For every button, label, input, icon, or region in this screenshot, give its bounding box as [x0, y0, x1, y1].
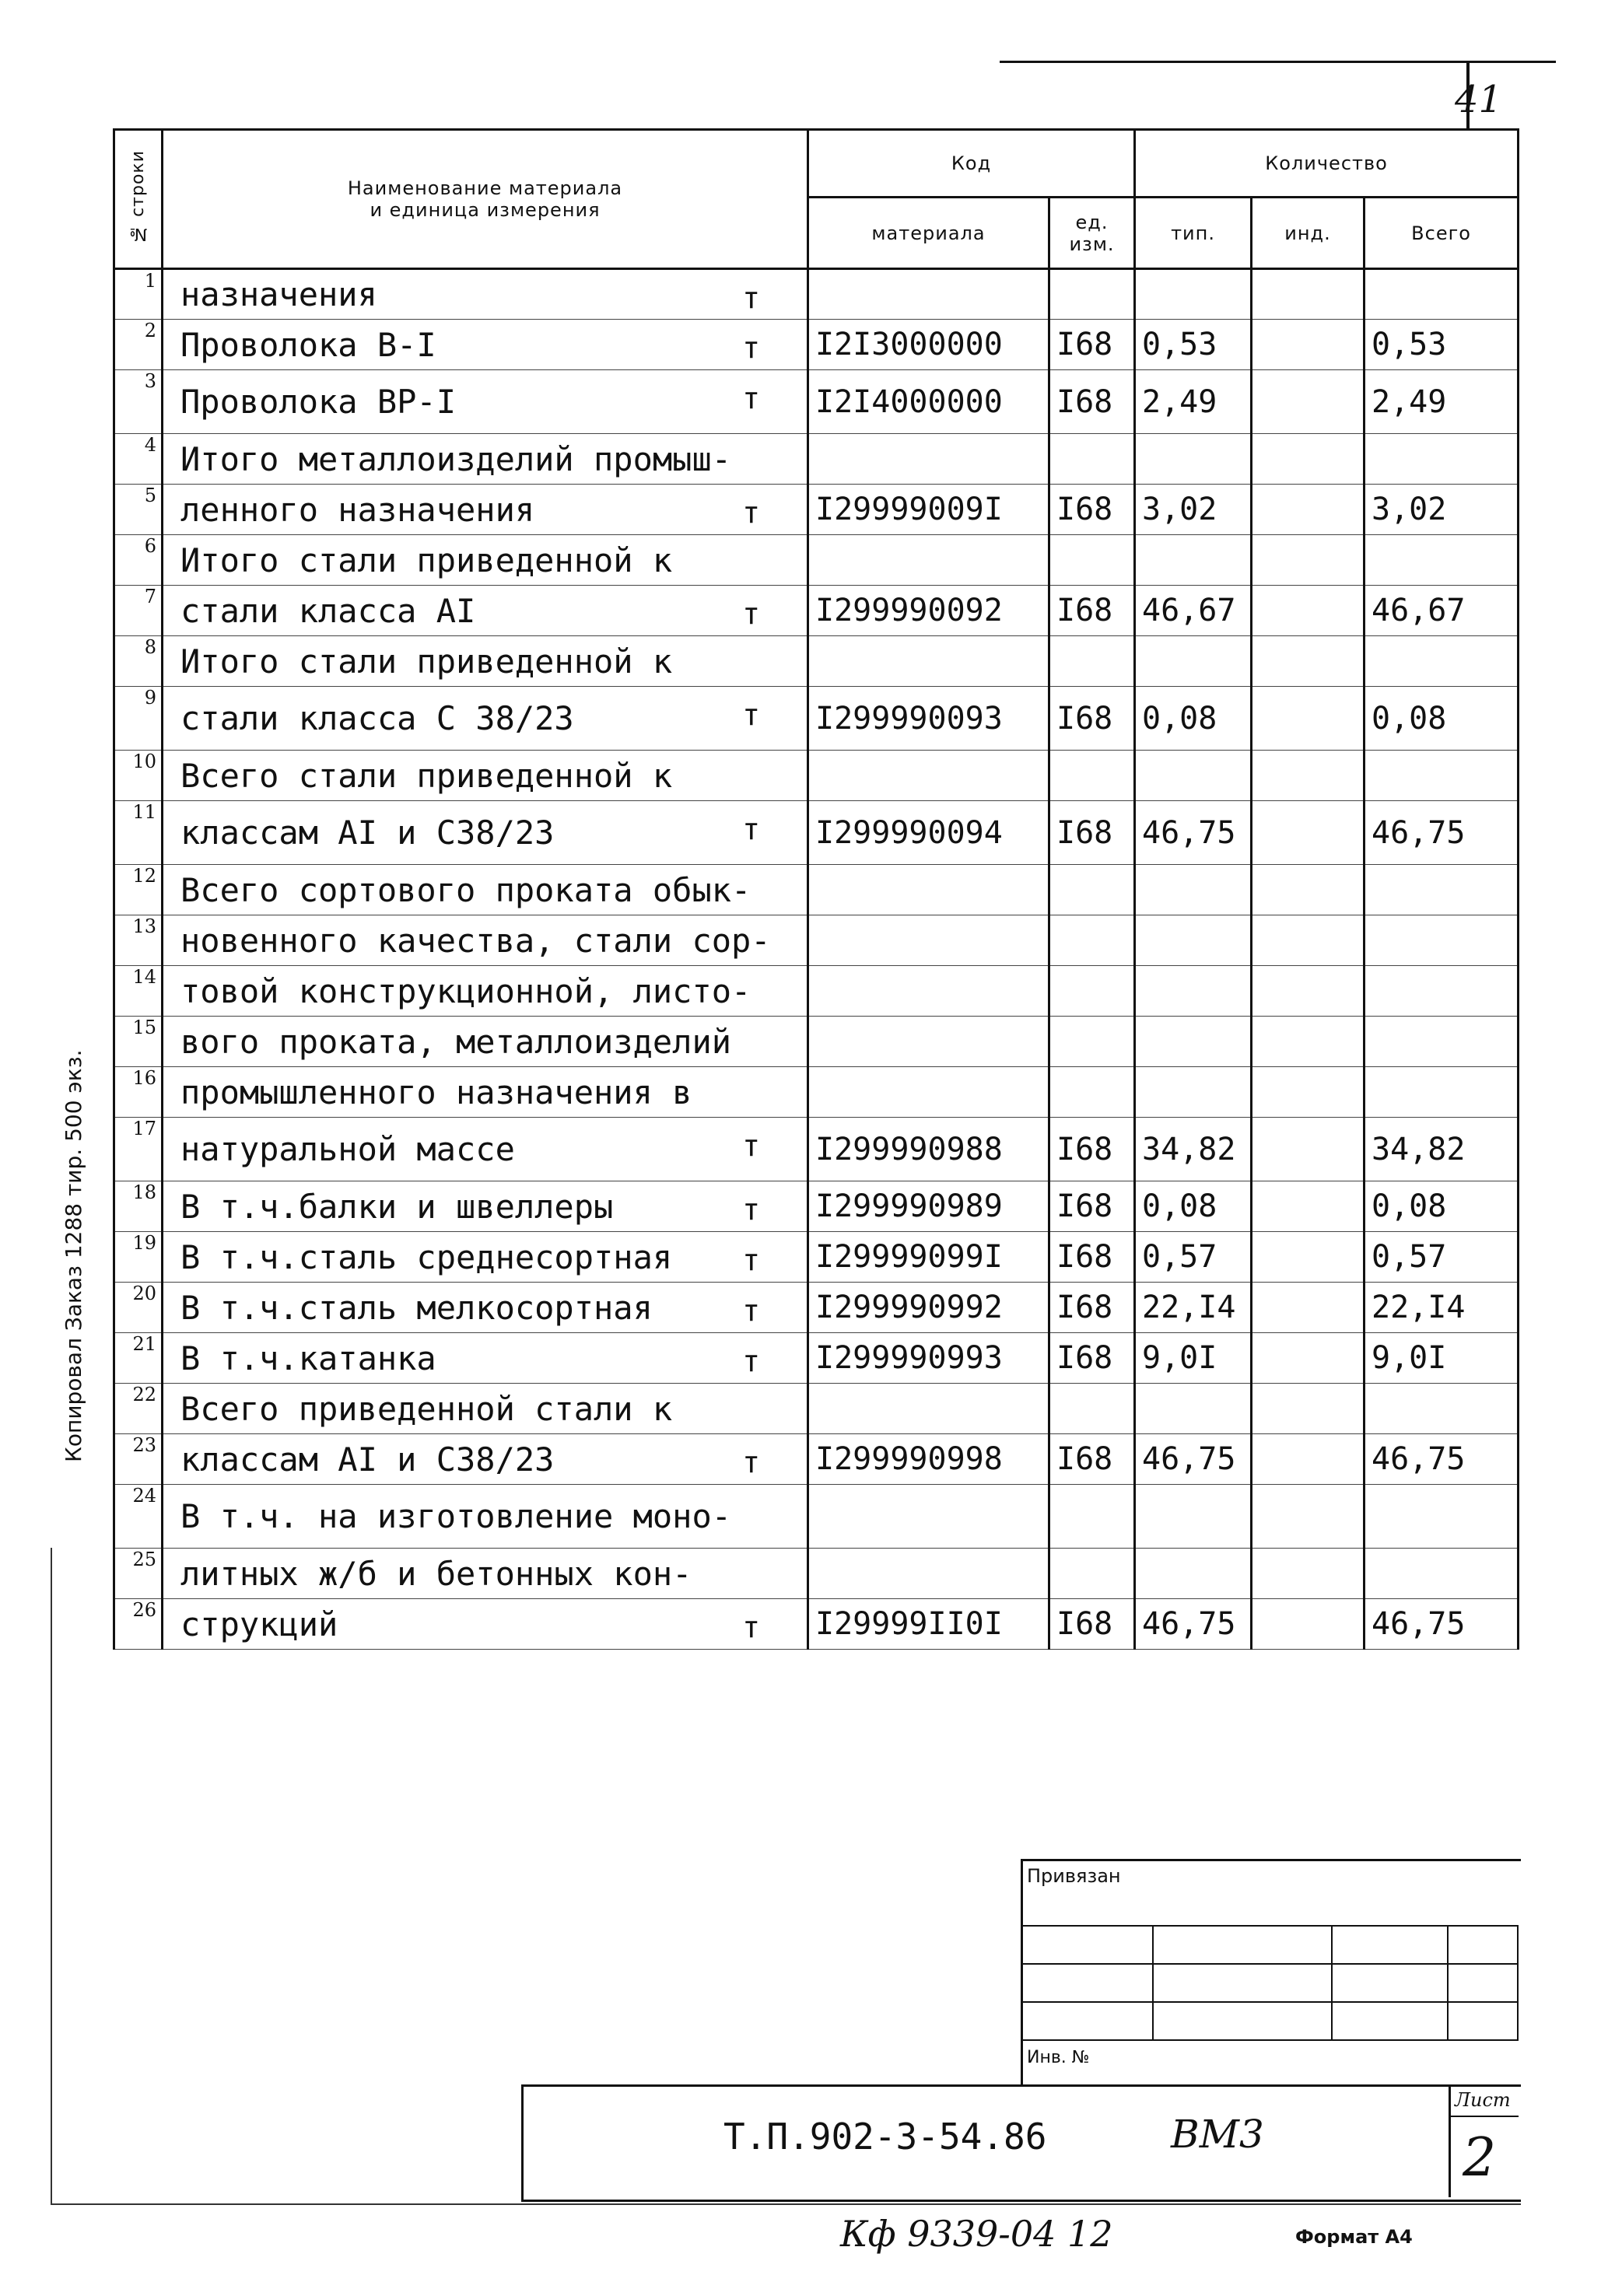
unit-code	[1049, 434, 1135, 485]
qty-typ: 46,75	[1135, 801, 1252, 865]
row-number: 6	[114, 535, 163, 586]
qty-total: 46,75	[1365, 801, 1519, 865]
qty-typ	[1135, 966, 1252, 1017]
qty-ind	[1252, 801, 1365, 865]
unit-code	[1049, 535, 1135, 586]
qty-total	[1365, 1549, 1519, 1599]
material-code: I29999099I	[808, 1232, 1049, 1283]
unit-code	[1049, 636, 1135, 687]
unit-code: I68	[1049, 1333, 1135, 1384]
qty-typ: 0,57	[1135, 1232, 1252, 1283]
material-code: I2I4000000	[808, 370, 1049, 434]
qty-total: 3,02	[1365, 485, 1519, 535]
unit-code	[1049, 915, 1135, 966]
material-name: струкций т	[163, 1599, 808, 1650]
row-number: 2	[114, 320, 163, 370]
material-code: I29999II0I	[808, 1599, 1049, 1650]
document-suffix: ВМ3	[1171, 2112, 1264, 2157]
table-row	[114, 434, 1519, 485]
table-row	[114, 1434, 1519, 1485]
table-row	[114, 865, 1519, 915]
table-row	[114, 269, 1519, 320]
qty-total: 0,53	[1365, 320, 1519, 370]
row-number: 5	[114, 485, 163, 535]
page-number: 41	[1455, 78, 1503, 121]
qty-total: 0,08	[1365, 687, 1519, 751]
material-code	[808, 1067, 1049, 1118]
measure-unit: т	[742, 331, 760, 365]
material-name: В т.ч.сталь мелкосортная т	[163, 1283, 808, 1333]
qty-ind	[1252, 1283, 1365, 1333]
qty-ind	[1252, 1232, 1365, 1283]
qty-total	[1365, 636, 1519, 687]
table-row	[114, 1549, 1519, 1599]
qty-ind	[1252, 865, 1365, 915]
unit-code	[1049, 751, 1135, 801]
qty-total	[1365, 751, 1519, 801]
row-number: 9	[114, 687, 163, 751]
unit-code: I68	[1049, 370, 1135, 434]
qty-typ: 0,53	[1135, 320, 1252, 370]
table-row	[114, 1017, 1519, 1067]
table-row	[114, 915, 1519, 966]
material-name: стали класса С 38/23 т	[163, 687, 808, 751]
format-label: Формат А4	[1295, 2226, 1413, 2248]
qty-typ	[1135, 636, 1252, 687]
material-name: вого проката, металлоизделий	[163, 1017, 808, 1067]
measure-unit: т	[742, 495, 760, 530]
qty-total: 46,75	[1365, 1434, 1519, 1485]
qty-ind	[1252, 1549, 1365, 1599]
row-number: 17	[114, 1118, 163, 1181]
material-code: I299990992	[808, 1283, 1049, 1333]
material-name: назначения т	[163, 269, 808, 320]
row-number: 7	[114, 586, 163, 636]
unit-code: I68	[1049, 1118, 1135, 1181]
unit-code	[1049, 966, 1135, 1017]
unit-code	[1049, 269, 1135, 320]
header-code-material: материала	[808, 198, 1049, 269]
measure-unit: т	[742, 597, 760, 631]
table-row	[114, 1485, 1519, 1549]
material-code: I299990998	[808, 1434, 1049, 1485]
qty-ind	[1252, 636, 1365, 687]
material-name: классам АI и С38/23 т	[163, 1434, 808, 1485]
row-number: 24	[114, 1485, 163, 1549]
material-name: В т.ч.катанка т	[163, 1333, 808, 1384]
material-code: I299990092	[808, 586, 1049, 636]
table-row	[114, 1599, 1519, 1650]
qty-total: 9,0I	[1365, 1333, 1519, 1384]
qty-typ: 34,82	[1135, 1118, 1252, 1181]
qty-ind	[1252, 966, 1365, 1017]
qty-typ: 0,08	[1135, 687, 1252, 751]
material-name: литных ж/б и бетонных кон-	[163, 1549, 808, 1599]
measure-unit: т	[742, 1192, 760, 1227]
row-number: 25	[114, 1549, 163, 1599]
table-row	[114, 1118, 1519, 1181]
qty-ind	[1252, 1599, 1365, 1650]
material-name: Всего приведенной стали к	[163, 1384, 808, 1434]
table-row	[114, 320, 1519, 370]
qty-typ: 2,49	[1135, 370, 1252, 434]
qty-typ	[1135, 751, 1252, 801]
header-code: Код	[808, 130, 1135, 198]
qty-typ	[1135, 1485, 1252, 1549]
qty-ind	[1252, 1485, 1365, 1549]
table-row	[114, 586, 1519, 636]
header-qty-typ: тип.	[1135, 198, 1252, 269]
row-number: 19	[114, 1232, 163, 1283]
unit-code: I68	[1049, 320, 1135, 370]
table-row	[114, 801, 1519, 865]
material-code	[808, 269, 1049, 320]
table-row	[114, 535, 1519, 586]
qty-ind	[1252, 1181, 1365, 1232]
row-number: 3	[114, 370, 163, 434]
qty-typ: 9,0I	[1135, 1333, 1252, 1384]
material-code	[808, 1549, 1049, 1599]
qty-total	[1365, 1067, 1519, 1118]
qty-total	[1365, 269, 1519, 320]
material-name: Итого стали приведенной к	[163, 535, 808, 586]
material-name: Проволока В-I т	[163, 320, 808, 370]
header-code-unit: ед. изм.	[1049, 198, 1135, 269]
row-number: 18	[114, 1181, 163, 1232]
row-number: 13	[114, 915, 163, 966]
qty-typ	[1135, 535, 1252, 586]
measure-unit: т	[742, 698, 760, 732]
qty-total: 2,49	[1365, 370, 1519, 434]
row-number: 10	[114, 751, 163, 801]
qty-typ	[1135, 1384, 1252, 1434]
materials-table	[113, 128, 1519, 1650]
qty-typ: 46,67	[1135, 586, 1252, 636]
qty-total	[1365, 865, 1519, 915]
row-number: 8	[114, 636, 163, 687]
material-name: Итого стали приведенной к	[163, 636, 808, 687]
material-code	[808, 535, 1049, 586]
unit-code	[1049, 1067, 1135, 1118]
measure-unit: т	[742, 281, 760, 315]
table-row	[114, 1333, 1519, 1384]
header-row-no: № строки	[114, 130, 163, 269]
material-name: товой конструкционной, листо-	[163, 966, 808, 1017]
approval-label: Привязан	[1027, 1865, 1121, 1887]
qty-total: 22,I4	[1365, 1283, 1519, 1333]
material-name: ленного назначения т	[163, 485, 808, 535]
material-code	[808, 1384, 1049, 1434]
inventory-label: Инв. №	[1027, 2048, 1090, 2067]
material-name: новенного качества, стали сор-	[163, 915, 808, 966]
qty-total	[1365, 1017, 1519, 1067]
header-name: Наименование материала и единица измерения	[163, 130, 808, 269]
qty-total: 46,75	[1365, 1599, 1519, 1650]
qty-typ: 0,08	[1135, 1181, 1252, 1232]
row-number: 23	[114, 1434, 163, 1485]
qty-typ: 3,02	[1135, 485, 1252, 535]
measure-unit: т	[742, 381, 760, 415]
table-row	[114, 1181, 1519, 1232]
row-number: 21	[114, 1333, 163, 1384]
material-name: В т.ч.балки и швеллеры т	[163, 1181, 808, 1232]
qty-ind	[1252, 751, 1365, 801]
measure-unit: т	[742, 1243, 760, 1277]
material-code	[808, 751, 1049, 801]
material-code	[808, 1485, 1049, 1549]
qty-ind	[1252, 1333, 1365, 1384]
header-quantity: Количество	[1135, 130, 1519, 198]
qty-ind	[1252, 535, 1365, 586]
qty-ind	[1252, 586, 1365, 636]
table-row	[114, 1283, 1519, 1333]
unit-code	[1049, 1549, 1135, 1599]
top-rule	[1000, 61, 1556, 63]
material-code: I299990988	[808, 1118, 1049, 1181]
row-number: 14	[114, 966, 163, 1017]
material-code	[808, 915, 1049, 966]
qty-total: 34,82	[1365, 1118, 1519, 1181]
sheet-divider	[1449, 2116, 1519, 2117]
header-qty-total: Всего	[1365, 198, 1519, 269]
material-code: I29999009I	[808, 485, 1049, 535]
table-row	[114, 485, 1519, 535]
unit-code: I68	[1049, 485, 1135, 535]
header-qty-ind: инд.	[1252, 198, 1365, 269]
qty-ind	[1252, 1118, 1365, 1181]
table-row	[114, 687, 1519, 751]
material-code: I299990094	[808, 801, 1049, 865]
document-code: Т.П.902-3-54.86	[723, 2116, 1047, 2158]
material-code	[808, 434, 1049, 485]
row-number: 15	[114, 1017, 163, 1067]
table-row	[114, 370, 1519, 434]
side-stamp-text: Копировал Заказ 1288 тир. 500 экз.	[61, 1049, 86, 1463]
row-number: 20	[114, 1283, 163, 1333]
bottom-frame	[51, 2203, 1521, 2205]
material-name: натуральной массе т	[163, 1118, 808, 1181]
qty-total	[1365, 434, 1519, 485]
qty-ind	[1252, 370, 1365, 434]
qty-typ	[1135, 915, 1252, 966]
qty-total	[1365, 915, 1519, 966]
row-number: 1	[114, 269, 163, 320]
row-number: 16	[114, 1067, 163, 1118]
material-name: В т.ч. на изготовление моно-	[163, 1485, 808, 1549]
qty-ind	[1252, 434, 1365, 485]
material-code: I299990993	[808, 1333, 1049, 1384]
table-row	[114, 1384, 1519, 1434]
qty-typ	[1135, 269, 1252, 320]
material-name: промышленного назначения в	[163, 1067, 808, 1118]
table-row	[114, 1067, 1519, 1118]
sheet-number: 2	[1463, 2127, 1497, 2189]
unit-code	[1049, 1485, 1135, 1549]
unit-code	[1049, 1384, 1135, 1434]
qty-total	[1365, 535, 1519, 586]
qty-total: 0,57	[1365, 1232, 1519, 1283]
qty-total	[1365, 1384, 1519, 1434]
qty-typ	[1135, 1549, 1252, 1599]
material-name: Итого металлоизделий промыш-	[163, 434, 808, 485]
table-row	[114, 751, 1519, 801]
qty-ind	[1252, 687, 1365, 751]
qty-ind	[1252, 915, 1365, 966]
material-name: стали класса АI т	[163, 586, 808, 636]
material-code: I2I3000000	[808, 320, 1049, 370]
qty-ind	[1252, 320, 1365, 370]
material-code	[808, 636, 1049, 687]
unit-code: I68	[1049, 1232, 1135, 1283]
qty-ind	[1252, 1067, 1365, 1118]
unit-code: I68	[1049, 1599, 1135, 1650]
qty-typ: 46,75	[1135, 1434, 1252, 1485]
measure-unit: т	[742, 1344, 760, 1378]
sheet-label: Лист	[1455, 2089, 1511, 2111]
qty-typ	[1135, 865, 1252, 915]
footer-reference: Кф 9339-04 12	[840, 2213, 1113, 2255]
unit-code: I68	[1049, 687, 1135, 751]
qty-total	[1365, 966, 1519, 1017]
row-number: 12	[114, 865, 163, 915]
unit-code: I68	[1049, 1434, 1135, 1485]
material-code: I299990093	[808, 687, 1049, 751]
qty-typ: 22,I4	[1135, 1283, 1252, 1333]
left-frame	[51, 1548, 52, 2205]
table-row	[114, 636, 1519, 687]
qty-ind	[1252, 269, 1365, 320]
row-number: 11	[114, 801, 163, 865]
material-name: Всего стали приведенной к	[163, 751, 808, 801]
qty-typ	[1135, 1017, 1252, 1067]
qty-ind	[1252, 1434, 1365, 1485]
table-row	[114, 966, 1519, 1017]
qty-typ	[1135, 434, 1252, 485]
row-number: 4	[114, 434, 163, 485]
qty-total: 46,67	[1365, 586, 1519, 636]
table-row	[114, 1232, 1519, 1283]
qty-ind	[1252, 1384, 1365, 1434]
unit-code	[1049, 1017, 1135, 1067]
row-number: 22	[114, 1384, 163, 1434]
unit-code: I68	[1049, 1181, 1135, 1232]
unit-code	[1049, 865, 1135, 915]
material-name: В т.ч.сталь среднесортная т	[163, 1232, 808, 1283]
material-code	[808, 865, 1049, 915]
measure-unit: т	[742, 1293, 760, 1328]
approval-grid	[1021, 1925, 1519, 2041]
measure-unit: т	[742, 812, 760, 846]
material-name: классам АI и С38/23 т	[163, 801, 808, 865]
qty-ind	[1252, 485, 1365, 535]
measure-unit: т	[742, 1610, 760, 1644]
row-number: 26	[114, 1599, 163, 1650]
qty-total	[1365, 1485, 1519, 1549]
unit-code: I68	[1049, 586, 1135, 636]
measure-unit: т	[742, 1445, 760, 1479]
unit-code: I68	[1049, 801, 1135, 865]
material-name: Проволока ВР-I т	[163, 370, 808, 434]
qty-typ	[1135, 1067, 1252, 1118]
measure-unit: т	[742, 1129, 760, 1163]
qty-typ: 46,75	[1135, 1599, 1252, 1650]
material-code	[808, 1017, 1049, 1067]
material-name: Всего сортового проката обык-	[163, 865, 808, 915]
qty-total: 0,08	[1365, 1181, 1519, 1232]
material-code: I299990989	[808, 1181, 1049, 1232]
material-code	[808, 966, 1049, 1017]
qty-ind	[1252, 1017, 1365, 1067]
unit-code: I68	[1049, 1283, 1135, 1333]
